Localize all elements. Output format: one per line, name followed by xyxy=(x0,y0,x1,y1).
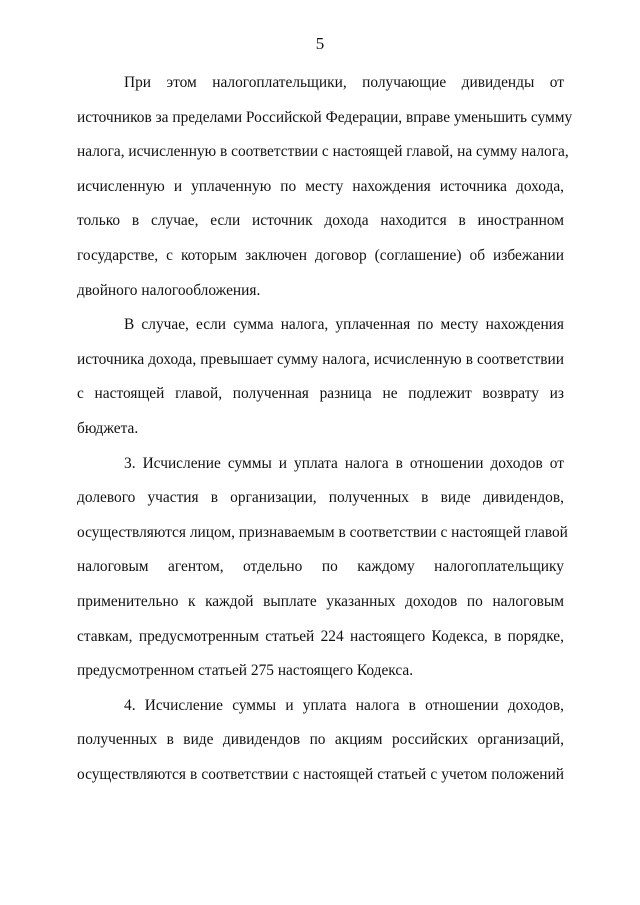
page-number: 5 xyxy=(315,34,325,53)
text-line: налога, исчисленную в соответствии с настоящей главой, на сумму налога, xyxy=(77,143,569,161)
text-line: При этом налогоплательщики, получающие дивиденды от xyxy=(124,74,564,91)
text-line: осуществляются в соответствии с настоящей статьей с учетом положений xyxy=(77,765,564,783)
text-line: долевого участия в организации, полученных в виде дивидендов, xyxy=(77,489,564,507)
text-line: двойного налогообложения. xyxy=(77,281,261,299)
text-line: источника дохода, превышает сумму налога, исчисленную в соответствии xyxy=(77,350,564,368)
text-line: бюджета. xyxy=(77,419,139,437)
paragraph-tax-difference xyxy=(77,308,564,446)
text-line: налоговым агентом, отдельно по каждому налогоплательщику xyxy=(77,558,564,576)
paragraph-item-3 xyxy=(77,447,568,689)
text-line: ставкам, предусмотренным статьей 224 настоящего Кодекса, в порядке, xyxy=(77,627,564,645)
text-line: полученных в виде дивидендов по акциям российских организаций, xyxy=(77,731,564,749)
paragraph-item-4 xyxy=(77,689,564,793)
document-body xyxy=(77,66,573,792)
text-line: 4. Исчисление суммы и уплата налога в отношении доходов, xyxy=(124,696,564,714)
text-line: государстве, с которым заключен договор (соглашение) об избежании xyxy=(77,246,564,264)
text-line: источников за пределами Российской Федерации, вправе уменьшить сумму xyxy=(77,108,573,126)
text-line: предусмотренном статьей 275 настоящего Кодекса. xyxy=(77,662,414,680)
text-line: осуществляются лицом, признаваемым в соответствии с настоящей главой xyxy=(77,523,568,541)
text-line: применительно к каждой выплате указанных доходов по налоговым xyxy=(77,592,564,610)
text-line: с настоящей главой, полученная разница не подлежит возврату из xyxy=(77,385,564,403)
text-line: исчисленную и уплаченную по месту нахождения источника дохода, xyxy=(77,177,564,195)
text-line: только в случае, если источник дохода находится в иностранном xyxy=(77,212,564,230)
text-line: В случае, если сумма налога, уплаченная по месту нахождения xyxy=(124,316,564,334)
paragraph-foreign-dividends xyxy=(77,66,573,308)
text-line: 3. Исчисление суммы и уплата налога в отношении доходов от xyxy=(124,454,564,472)
